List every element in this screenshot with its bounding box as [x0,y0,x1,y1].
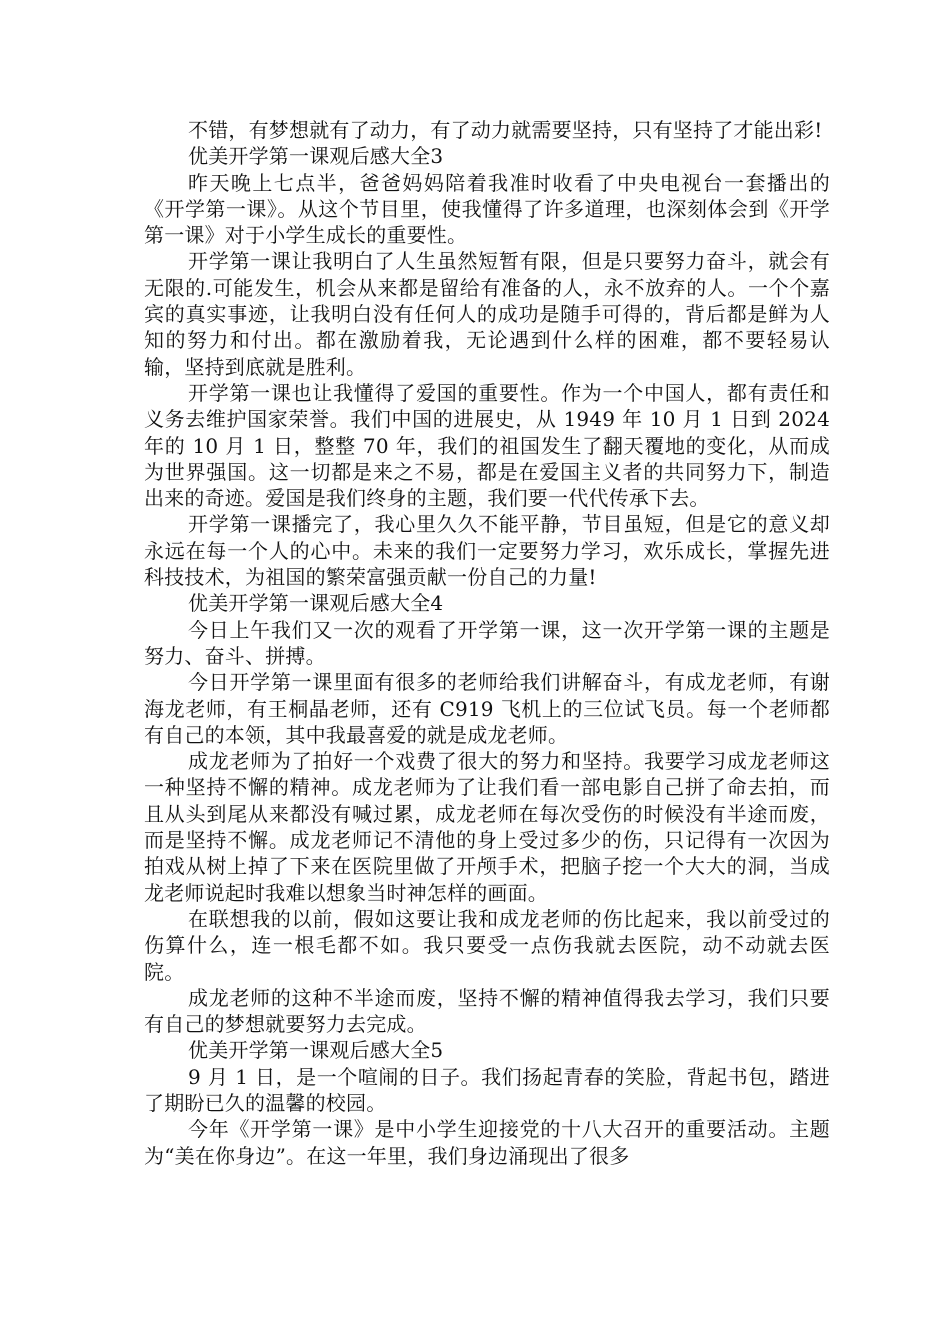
paragraph-4: 开学第一课也让我懂得了爱国的重要性。作为一个中国人，都有责任和义务去维护国家荣誉。我们中国的进展史，从 1949 年 10 月 1 日到 2024 年的 10 月 1 日，整整 70 年，我们的祖国发生了翻天覆地的变化，从而成为世界强国。这一切都是来之不易，都是在爱国主义者的共同努力下，制造出来的奇迹。爱国是我们终身的主题，我们要一代代传承下去。 [144,380,830,511]
paragraph-5: 开学第一课播完了，我心里久久不能平静，节目虽短，但是它的意义却永远在每一个人的心中。未来的我们一定要努力学习，欢乐成长，掌握先进科技技术，为祖国的繁荣富强贡献一份自己的力量! [144,512,830,590]
paragraph-9: 在联想我的以前，假如这要让我和成龙老师的伤比起来，我以前受过的伤算什么，连一根毛都不如。我只要受一点伤我就去医院，动不动就去医院。 [144,906,830,984]
paragraph-8: 成龙老师为了拍好一个戏费了很大的努力和坚持。我要学习成龙老师这一种坚持不懈的精神。成龙老师为了让我们看一部电影自己拼了命去拍，而且从头到尾从来都没有喊过累，成龙老师在每次受伤的时候没有半途而废，而是坚持不懈。成龙老师记不清他的身上受过多少的伤，只记得有一次因为拍戏从树上掉了下来在医院里做了开颅手术，把脑子挖一个大大的洞，当成龙老师说起时我难以想象当时神怎样的画面。 [144,749,830,905]
paragraph-3: 开学第一课让我明白了人生虽然短暂有限，但是只要努力奋斗，就会有无限的.可能发生，机会从来都是留给有准备的人，永不放弃的人。一个个嘉宾的真实事迹，让我明白没有任何人的成功是随手可得的，背后都是鲜为人知的努力和付出。都在激励着我，无论遇到什么样的困难，都不要轻易认输，坚持到底就是胜利。 [144,249,830,379]
section-heading-3: 优美开学第一课观后感大全3 [188,144,444,169]
paragraph-12: 今年《开学第一课》是中小学生迎接党的十八大召开的重要活动。主题为“美在你身边”。在这一年里，我们身边涌现出了很多 [144,1117,830,1168]
paragraph-7: 今日开学第一课里面有很多的老师给我们讲解奋斗，有成龙老师，有谢海龙老师，有王桐晶老师，还有 C919 飞机上的三位试飞员。每一个老师都有自己的本领，其中我最喜爱的就是成龙老师。 [144,670,830,747]
paragraph-10: 成龙老师的这种不半途而废，坚持不懈的精神值得我去学习，我们只要有自己的梦想就要努力去完成。 [144,985,830,1037]
paragraph-6: 今日上午我们又一次的观看了开学第一课，这一次开学第一课的主题是努力、奋斗、拼搏。 [144,617,830,668]
document-body [144,117,830,1169]
section-heading-4: 优美开学第一课观后感大全4 [188,591,444,616]
paragraph-1: 不错，有梦想就有了动力，有了动力就需要坚持，只有坚持了才能出彩! [188,118,823,142]
paragraph-2: 昨天晚上七点半，爸爸妈妈陪着我准时收看了中央电视台一套播出的《开学第一课》。从这个节目里，使我懂得了许多道理，也深刻体会到《开学第一课》对于小学生成长的重要性。 [144,170,830,248]
section-heading-5: 优美开学第一课观后感大全5 [188,1038,444,1063]
paragraph-11: 9 月 1 日，是一个喧闹的日子。我们扬起青春的笑脸，背起书包，踏进了期盼已久的温馨的校园。 [144,1064,830,1115]
